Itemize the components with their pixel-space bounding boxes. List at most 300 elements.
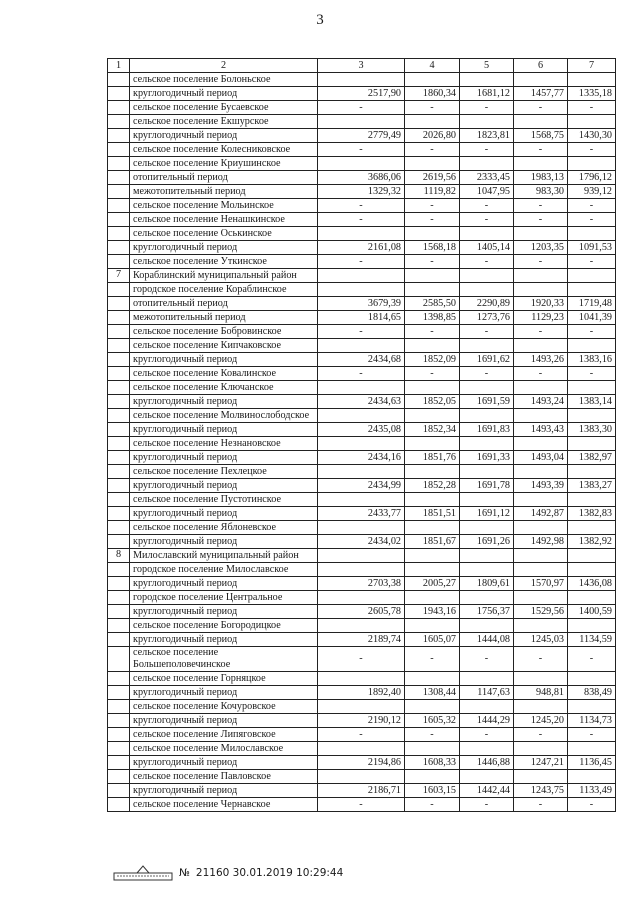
value-cell: 1382,97 — [568, 451, 616, 465]
document-number-prefix: № — [179, 867, 190, 879]
value-cell — [460, 465, 514, 479]
value-cell — [460, 521, 514, 535]
value-cell — [318, 269, 405, 283]
value-cell: 1608,33 — [405, 756, 460, 770]
row-index-cell — [108, 465, 130, 479]
row-index-cell — [108, 255, 130, 269]
table-row — [108, 339, 616, 353]
value-cell: 1442,44 — [460, 784, 514, 798]
table-row — [108, 714, 616, 728]
value-cell: - — [405, 213, 460, 227]
document-footer — [113, 864, 343, 882]
value-cell: 1568,18 — [405, 241, 460, 255]
row-name-cell: городское поселение Центральное — [130, 591, 318, 605]
table-row — [108, 465, 616, 479]
value-cell: 2189,74 — [318, 633, 405, 647]
value-cell: - — [460, 728, 514, 742]
value-cell — [514, 115, 568, 129]
value-cell: 1605,07 — [405, 633, 460, 647]
value-cell: 1493,43 — [514, 423, 568, 437]
value-cell — [318, 549, 405, 563]
row-index-cell — [108, 493, 130, 507]
value-cell — [460, 672, 514, 686]
table-row — [108, 199, 616, 213]
value-cell: 1047,95 — [460, 185, 514, 199]
value-cell — [318, 409, 405, 423]
value-cell: - — [568, 213, 616, 227]
row-name-cell: сельское поселение Кочуровское — [130, 700, 318, 714]
header-cell: 7 — [568, 59, 616, 73]
table-row — [108, 423, 616, 437]
value-cell: - — [514, 213, 568, 227]
value-cell: 1691,59 — [460, 395, 514, 409]
table-row — [108, 784, 616, 798]
table-row — [108, 213, 616, 227]
value-cell: - — [514, 728, 568, 742]
row-name-cell: круглогодичный период — [130, 353, 318, 367]
row-index-cell — [108, 521, 130, 535]
row-name-cell: круглогодичный период — [130, 714, 318, 728]
row-index-cell — [108, 479, 130, 493]
value-cell — [405, 619, 460, 633]
value-cell: 1851,67 — [405, 535, 460, 549]
value-cell: - — [405, 143, 460, 157]
value-cell — [318, 73, 405, 87]
row-name-cell: круглогодичный период — [130, 479, 318, 493]
row-name-cell: круглогодичный период — [130, 577, 318, 591]
value-cell: 1852,09 — [405, 353, 460, 367]
value-cell: 3686,06 — [318, 171, 405, 185]
row-index-cell — [108, 784, 130, 798]
row-name-cell: круглогодичный период — [130, 535, 318, 549]
value-cell: 2779,49 — [318, 129, 405, 143]
value-cell: 2585,50 — [405, 297, 460, 311]
table-row — [108, 157, 616, 171]
value-cell — [514, 227, 568, 241]
value-cell: 1605,32 — [405, 714, 460, 728]
table-row — [108, 728, 616, 742]
table-row — [108, 686, 616, 700]
row-index-cell — [108, 143, 130, 157]
row-index-cell: 7 — [108, 269, 130, 283]
value-cell: - — [318, 213, 405, 227]
row-index-cell — [108, 73, 130, 87]
value-cell: 1603,15 — [405, 784, 460, 798]
row-index-cell — [108, 770, 130, 784]
value-cell: 1245,20 — [514, 714, 568, 728]
value-cell — [568, 563, 616, 577]
value-cell — [568, 493, 616, 507]
value-cell: 1134,73 — [568, 714, 616, 728]
value-cell: 1529,56 — [514, 605, 568, 619]
table-row — [108, 255, 616, 269]
value-cell — [460, 437, 514, 451]
value-cell: - — [405, 199, 460, 213]
row-name-cell: круглогодичный период — [130, 129, 318, 143]
value-cell: 939,12 — [568, 185, 616, 199]
value-cell: - — [460, 101, 514, 115]
row-name-cell: отопительный период — [130, 171, 318, 185]
value-cell: 2619,56 — [405, 171, 460, 185]
value-cell: 948,81 — [514, 686, 568, 700]
value-cell: - — [460, 647, 514, 672]
table-row — [108, 770, 616, 784]
value-cell: 1430,30 — [568, 129, 616, 143]
value-cell — [405, 563, 460, 577]
row-name-cell: круглогодичный период — [130, 241, 318, 255]
value-cell — [460, 339, 514, 353]
row-index-cell — [108, 87, 130, 101]
row-index-cell — [108, 605, 130, 619]
row-index-cell — [108, 756, 130, 770]
value-cell — [460, 591, 514, 605]
table-row — [108, 672, 616, 686]
header-row — [108, 59, 616, 73]
value-cell: - — [405, 101, 460, 115]
row-name-cell: сельское поселение Болоньское — [130, 73, 318, 87]
value-cell — [460, 742, 514, 756]
value-cell — [318, 591, 405, 605]
row-index-cell — [108, 577, 130, 591]
row-name-cell: круглогодичный период — [130, 87, 318, 101]
value-cell: 1681,12 — [460, 87, 514, 101]
value-cell — [460, 381, 514, 395]
row-name-cell: круглогодичный период — [130, 756, 318, 770]
value-cell: - — [568, 798, 616, 812]
row-index-cell — [108, 633, 130, 647]
row-index-cell — [108, 381, 130, 395]
row-name-cell: круглогодичный период — [130, 395, 318, 409]
value-cell: - — [405, 798, 460, 812]
row-name-cell: сельское поселение Бусаевское — [130, 101, 318, 115]
value-cell: - — [568, 325, 616, 339]
value-cell: 2194,86 — [318, 756, 405, 770]
value-cell — [568, 549, 616, 563]
row-index-cell — [108, 591, 130, 605]
value-cell — [568, 157, 616, 171]
value-cell — [405, 157, 460, 171]
value-cell — [514, 269, 568, 283]
header-cell: 1 — [108, 59, 130, 73]
table-row — [108, 507, 616, 521]
value-cell: 2434,99 — [318, 479, 405, 493]
value-cell — [568, 770, 616, 784]
value-cell — [405, 437, 460, 451]
table-row — [108, 493, 616, 507]
value-cell: 2605,78 — [318, 605, 405, 619]
value-cell: - — [405, 647, 460, 672]
value-cell: - — [568, 367, 616, 381]
value-cell: - — [568, 143, 616, 157]
value-cell — [405, 339, 460, 353]
row-name-cell: отопительный период — [130, 297, 318, 311]
value-cell: 1133,49 — [568, 784, 616, 798]
value-cell — [460, 619, 514, 633]
row-index-cell — [108, 297, 130, 311]
value-cell: 1436,08 — [568, 577, 616, 591]
value-cell — [514, 157, 568, 171]
value-cell — [460, 283, 514, 297]
value-cell — [568, 115, 616, 129]
table-row — [108, 798, 616, 812]
table-row — [108, 742, 616, 756]
table-row — [108, 185, 616, 199]
value-cell: - — [405, 728, 460, 742]
table-row — [108, 115, 616, 129]
table-row — [108, 241, 616, 255]
value-cell — [514, 591, 568, 605]
value-cell — [460, 269, 514, 283]
value-cell: - — [460, 255, 514, 269]
value-cell: 1756,37 — [460, 605, 514, 619]
row-index-cell — [108, 395, 130, 409]
page-number: 3 — [316, 12, 324, 28]
table-row — [108, 409, 616, 423]
row-name-cell — [130, 647, 318, 672]
row-index-cell — [108, 507, 130, 521]
table-row — [108, 395, 616, 409]
value-cell — [405, 409, 460, 423]
row-index-cell — [108, 171, 130, 185]
row-index-cell — [108, 115, 130, 129]
value-cell — [318, 563, 405, 577]
row-name-cell: круглогодичный период — [130, 633, 318, 647]
value-cell: 1691,12 — [460, 507, 514, 521]
value-cell: 1134,59 — [568, 633, 616, 647]
header-cell: 4 — [405, 59, 460, 73]
value-cell: 1119,82 — [405, 185, 460, 199]
value-cell: 1400,59 — [568, 605, 616, 619]
table-row — [108, 269, 616, 283]
value-cell: - — [514, 199, 568, 213]
row-index-cell: 8 — [108, 549, 130, 563]
value-cell: - — [514, 798, 568, 812]
value-cell: 1983,13 — [514, 171, 568, 185]
value-cell: 2190,12 — [318, 714, 405, 728]
value-cell — [318, 339, 405, 353]
table-row — [108, 297, 616, 311]
row-index-cell — [108, 409, 130, 423]
value-cell — [318, 742, 405, 756]
value-cell: - — [318, 798, 405, 812]
value-cell — [405, 493, 460, 507]
row-name-cell: сельское поселение Ключанское — [130, 381, 318, 395]
value-cell: - — [318, 101, 405, 115]
table-row — [108, 381, 616, 395]
value-cell: 2434,02 — [318, 535, 405, 549]
value-cell: 1493,39 — [514, 479, 568, 493]
value-cell — [405, 700, 460, 714]
value-cell — [318, 521, 405, 535]
value-cell: 1814,65 — [318, 311, 405, 325]
value-cell: 1091,53 — [568, 241, 616, 255]
value-cell — [460, 770, 514, 784]
value-cell: 1852,05 — [405, 395, 460, 409]
value-cell — [514, 381, 568, 395]
row-name-cell: сельское поселение Богородицкое — [130, 619, 318, 633]
value-cell: 1851,76 — [405, 451, 460, 465]
header-cell: 5 — [460, 59, 514, 73]
value-cell — [405, 227, 460, 241]
table-row — [108, 353, 616, 367]
row-name-cell: сельское поселение Незнановское — [130, 437, 318, 451]
value-cell: 1398,85 — [405, 311, 460, 325]
value-cell — [405, 283, 460, 297]
value-cell — [568, 700, 616, 714]
row-name-cell: сельское поселение Уткинское — [130, 255, 318, 269]
value-cell: 1405,14 — [460, 241, 514, 255]
value-cell: 1329,32 — [318, 185, 405, 199]
row-index-cell — [108, 339, 130, 353]
value-cell: 1136,45 — [568, 756, 616, 770]
row-index-cell — [108, 535, 130, 549]
value-cell — [568, 465, 616, 479]
value-cell — [318, 672, 405, 686]
value-cell: 1335,18 — [568, 87, 616, 101]
row-name-cell: сельское поселение Оськинское — [130, 227, 318, 241]
tariff-table — [107, 58, 616, 812]
table-row — [108, 451, 616, 465]
row-index-cell — [108, 686, 130, 700]
value-cell: - — [568, 647, 616, 672]
row-index-cell — [108, 283, 130, 297]
value-cell — [514, 73, 568, 87]
value-cell: 1492,98 — [514, 535, 568, 549]
value-cell — [405, 269, 460, 283]
value-cell — [568, 269, 616, 283]
value-cell — [460, 700, 514, 714]
row-name-cell: круглогодичный период — [130, 451, 318, 465]
row-name-cell: сельское поселение Яблоневское — [130, 521, 318, 535]
value-cell: - — [318, 143, 405, 157]
value-cell: 2186,71 — [318, 784, 405, 798]
header-cell: 3 — [318, 59, 405, 73]
value-cell — [568, 339, 616, 353]
value-cell: - — [318, 325, 405, 339]
value-cell — [460, 563, 514, 577]
value-cell — [514, 549, 568, 563]
value-cell — [405, 770, 460, 784]
row-name-cell: сельское поселение Молвинослободское — [130, 409, 318, 423]
row-name-cell: круглогодичный период — [130, 423, 318, 437]
value-cell: 1570,97 — [514, 577, 568, 591]
row-name-cell: сельское поселение Липяговское — [130, 728, 318, 742]
value-cell: 1444,29 — [460, 714, 514, 728]
row-name-cell: городское поселение Кораблинское — [130, 283, 318, 297]
row-name-cell: Кораблинский муниципальный район — [130, 269, 318, 283]
value-cell: 983,30 — [514, 185, 568, 199]
value-cell: 1383,30 — [568, 423, 616, 437]
value-cell: - — [318, 728, 405, 742]
value-cell: 2435,08 — [318, 423, 405, 437]
value-cell: - — [318, 367, 405, 381]
row-index-cell — [108, 101, 130, 115]
table-row — [108, 633, 616, 647]
value-cell — [460, 73, 514, 87]
value-cell: 1382,83 — [568, 507, 616, 521]
value-cell: - — [460, 143, 514, 157]
document-registration-text: 21160 30.01.2019 10:29:44 — [195, 867, 344, 879]
table-row — [108, 101, 616, 115]
value-cell — [405, 742, 460, 756]
value-cell: 1691,62 — [460, 353, 514, 367]
value-cell: 2290,89 — [460, 297, 514, 311]
value-cell: 1852,34 — [405, 423, 460, 437]
value-cell: 1719,48 — [568, 297, 616, 311]
value-cell: 1444,08 — [460, 633, 514, 647]
value-cell — [514, 770, 568, 784]
value-cell: - — [568, 101, 616, 115]
value-cell: 1920,33 — [514, 297, 568, 311]
value-cell: 1691,33 — [460, 451, 514, 465]
value-cell: 1203,35 — [514, 241, 568, 255]
value-cell: 1129,23 — [514, 311, 568, 325]
table-row — [108, 479, 616, 493]
table-row — [108, 171, 616, 185]
row-index-cell — [108, 647, 130, 672]
row-index-cell — [108, 563, 130, 577]
row-name-cell: круглогодичный период — [130, 605, 318, 619]
value-cell: 2005,27 — [405, 577, 460, 591]
value-cell — [514, 563, 568, 577]
value-cell — [318, 157, 405, 171]
row-index-cell — [108, 437, 130, 451]
table-row — [108, 227, 616, 241]
row-name-cell: круглогодичный период — [130, 507, 318, 521]
value-cell: 1691,83 — [460, 423, 514, 437]
row-name-cell: Милославский муниципальный район — [130, 549, 318, 563]
value-cell: 1243,75 — [514, 784, 568, 798]
value-cell: 3679,39 — [318, 297, 405, 311]
table-row — [108, 367, 616, 381]
table-row — [108, 521, 616, 535]
value-cell: - — [514, 647, 568, 672]
row-name-cell: сельское поселение Екшурское — [130, 115, 318, 129]
value-cell: - — [514, 143, 568, 157]
table-row — [108, 549, 616, 563]
row-name-cell: сельское поселение Колесниковское — [130, 143, 318, 157]
value-cell: 1892,40 — [318, 686, 405, 700]
row-name-cell: сельское поселение Павловское — [130, 770, 318, 784]
value-cell: - — [514, 255, 568, 269]
value-cell: 1852,28 — [405, 479, 460, 493]
value-cell — [405, 115, 460, 129]
value-cell: 1308,44 — [405, 686, 460, 700]
value-cell — [318, 770, 405, 784]
value-cell: - — [568, 255, 616, 269]
value-cell: 1382,92 — [568, 535, 616, 549]
value-cell: - — [405, 367, 460, 381]
row-index-cell — [108, 325, 130, 339]
value-cell: 1823,81 — [460, 129, 514, 143]
value-cell: 1492,87 — [514, 507, 568, 521]
registry-stamp-icon — [113, 864, 173, 882]
table-row — [108, 143, 616, 157]
row-name-cell: сельское поселение Ковалинское — [130, 367, 318, 381]
table-row — [108, 87, 616, 101]
row-index-cell — [108, 798, 130, 812]
row-index-cell — [108, 423, 130, 437]
value-cell — [514, 437, 568, 451]
row-index-cell — [108, 311, 130, 325]
row-index-cell — [108, 700, 130, 714]
table-row — [108, 647, 616, 672]
row-index-cell — [108, 185, 130, 199]
value-cell — [514, 742, 568, 756]
value-cell: 1943,16 — [405, 605, 460, 619]
row-name-cell: сельское поселение Бобровинское — [130, 325, 318, 339]
value-cell — [568, 409, 616, 423]
